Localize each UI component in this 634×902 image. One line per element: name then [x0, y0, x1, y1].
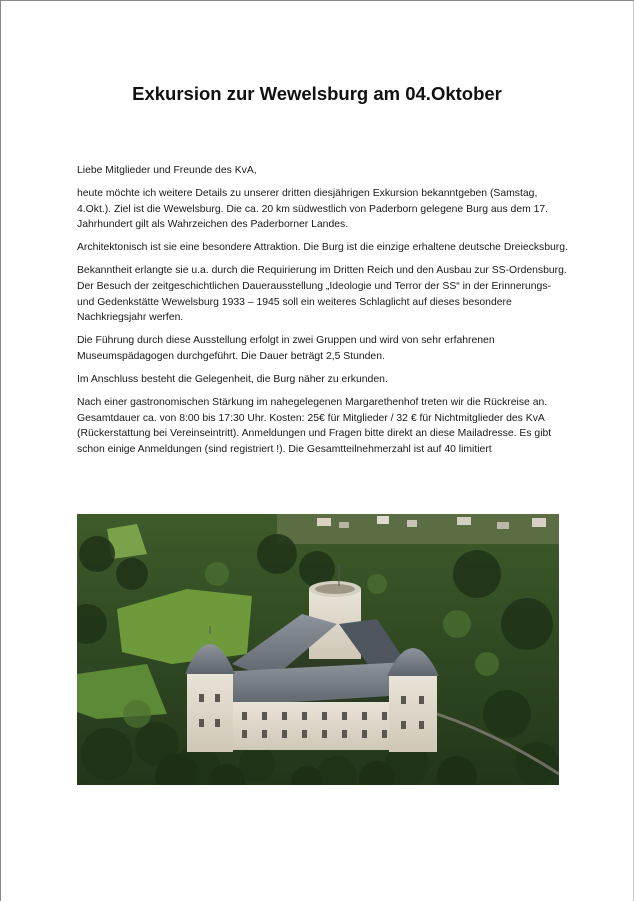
paragraph-explore: Im Anschluss besteht die Gelegenheit, die Burg näher zu erkunden.: [77, 374, 388, 386]
document-body: [77, 163, 569, 465]
paragraph-history: Bekanntheit erlangte sie u.a. durch die Requirierung im Dritten Reich und den Ausbau zur SS-Ordensburg. Der Besuch der zeitgeschichtlichen Dauerausstellung „Ideologie und Terror der SS“ in der Erinnerungs- und Gedenkstätte Wewelsburg 1933 – 1945 soll ein weiteres Schlaglicht auf dieses besondere Nachkriegsjahr werfen.: [77, 265, 567, 324]
paragraph-architecture: Architektonisch ist sie eine besondere Attraktion. Die Burg ist die einzige erhaltene deutsche Dreiecksburg.: [77, 242, 568, 254]
document-title: Exkursion zur Wewelsburg am 04.Oktober: [132, 83, 502, 104]
castle-photo: [77, 514, 559, 785]
paragraph-intro: heute möchte ich weitere Details zu unserer dritten diesjährigen Exkursion bekanntgeben (Samstag, 4.Okt.). Ziel ist die Wewelsburg. Die ca. 20 km südwestlich von Paderborn gelegene Burg aus dem 17. Jahrhundert gilt als Wahrzeichen des Paderborner Landes.: [77, 188, 549, 231]
paragraph-details: Nach einer gastronomischen Stärkung im nahegelegenen Margarethenhof treten wir die Rückreise an. Gesamtdauer ca. von 8:00 bis 17:30 Uhr. Kosten: 25€ für Mitglieder / 32 € für Nichtmitglieder des KvA (Rückerstattung bei Vereinseintritt). Anmeldungen und Fragen bitte direkt an diese Mailadresse. Es gibt schon einige Anmeldungen (sind registriert !). Die Gesamtteilnehmerzahl ist auf 40 limitiert: [77, 397, 552, 455]
paragraph-tour: Die Führung durch diese Ausstellung erfolgt in zwei Gruppen und wird von sehr erfahrenen Museumspädagogen durchgeführt. Die Dauer beträgt 2,5 Stunden.: [77, 335, 495, 362]
paragraph-greeting: Liebe Mitglieder und Freunde des KvA,: [77, 165, 257, 176]
